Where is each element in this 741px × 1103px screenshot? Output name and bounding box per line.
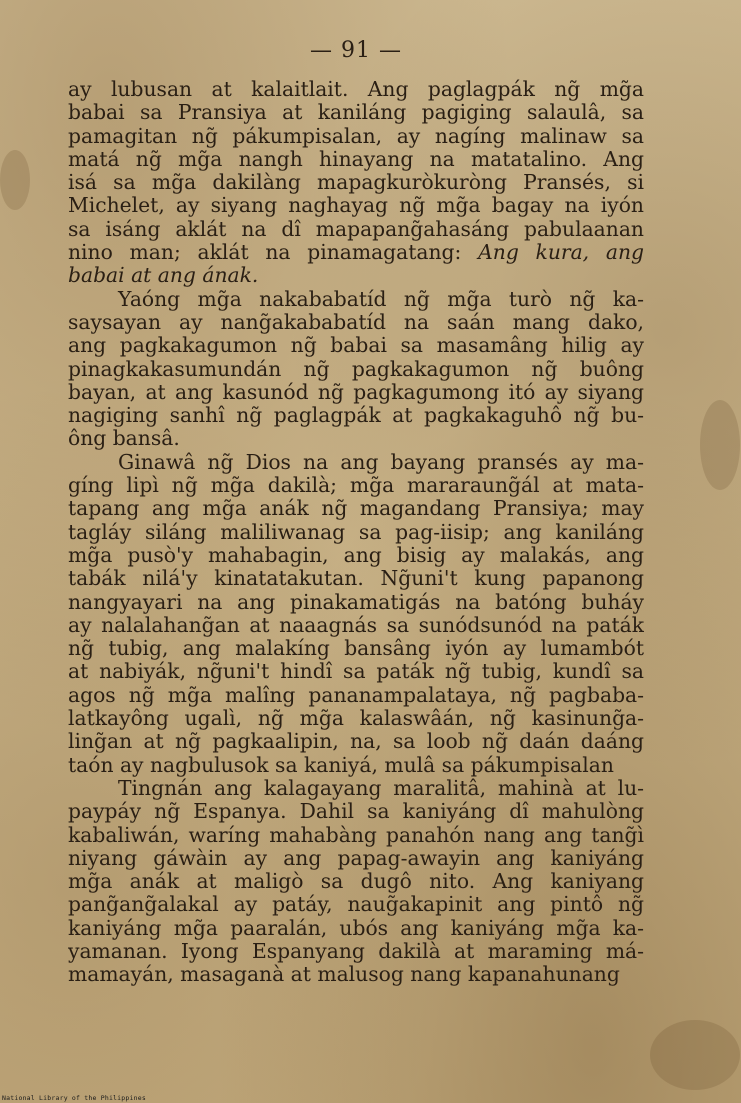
text-line: mamayán, masaganà at malusog nang kapanahunang — [68, 963, 620, 987]
text-line: tapang ang mg̃a anák ng̃ magandang Pransiya; may — [68, 497, 644, 521]
text-line: nino man; aklát na pinamagatang: Ang kura, ang — [68, 241, 644, 265]
paragraph — [68, 78, 644, 288]
text-line: matá ng̃ mg̃a nangh hinayang na matatalino. Ang — [68, 147, 644, 171]
text-line: babai sa Pransiya at kaniláng pagiging salaulâ, sa — [68, 101, 644, 125]
text-line: sa isáng aklát na dî mapapang̃ahasáng pabulaanan — [68, 217, 644, 241]
text-line: paypáy ng̃ Espanya. Dahil sa kaniyáng dî mahulòng — [68, 800, 644, 824]
text-line: at nabiyák, ng̃uni't hindî sa paták ng̃ tubig, kundî sa — [68, 660, 644, 684]
text-line: pamagitan ng̃ pákumpisalan, ay nagíng malinaw sa — [68, 124, 644, 148]
library-footer: National Library of the Philippines — [2, 1094, 146, 1102]
text-line: ay lubusan at kalaitlait. Ang paglagpák ng̃ mg̃a — [68, 78, 644, 101]
text-line: isá sa mg̃a dakilàng mapagkuròkuròng Pransés, si — [68, 171, 644, 195]
paragraph — [68, 288, 644, 451]
text-line: gíng lipì ng̃ mg̃a dakilà; mg̃a mararaung̃ál at mata- — [68, 474, 644, 498]
text-line: Tingnán ang kalagayang maralitâ, mahinà at lu- — [118, 776, 644, 800]
text-line: saysayan ay nang̃akababatíd na saán mang dako, — [68, 310, 644, 334]
text-line: yamanan. Iyong Espanyang dakilà at maraming má- — [68, 939, 644, 963]
text-line: Yaóng mg̃a nakababatíd ng̃ mg̃a turò ng̃ ka- — [118, 287, 644, 311]
page-body — [68, 36, 644, 987]
text-line: pang̃ang̃alakal ay patáy, naug̃akapinit ang pintô ng̃ — [68, 893, 644, 917]
text-line: nangyayari na ang pinakamatigás na batóng buháy — [68, 590, 644, 614]
text-line: pinagkakasumundán ng̃ pagkakagumon ng̃ buông — [68, 357, 644, 381]
text-line: agos ng̃ mg̃a malîng pananampalataya, ng̃ pagbaba- — [68, 683, 644, 707]
text-line: ng̃ tubig, ang malakíng bansâng iyón ay lumambót — [68, 637, 644, 661]
text-line: ang pagkakagumon ng̃ babai sa masamâng hilig ay — [68, 334, 644, 358]
text-line: niyang gáwàin ay ang papag-awayin ang kaniyáng — [68, 846, 644, 870]
text-line: bayan, at ang kasunód ng̃ pagkagumong itó ay siyang — [68, 380, 644, 404]
text-line: kaniyáng mg̃a paaralán, ubós ang kaniyáng mg̃a ka- — [68, 916, 644, 940]
page-text — [68, 78, 644, 987]
text-line: ling̃an at ng̃ pagkaalipin, na, sa loob ng̃ daán daáng — [68, 730, 644, 754]
text-line: nagiging sanhî ng̃ paglagpák at pagkakaguhô ng̃ bu- — [68, 404, 644, 428]
text-line: latkayông ugalì, ng̃ mg̃a kalaswâán, ng̃ kasinung̃a- — [68, 707, 644, 731]
text-line: Michelet, ay siyang naghayag ng̃ mg̃a bagay na iyón — [68, 194, 644, 218]
text-line: babai at ang ának. — [68, 264, 259, 288]
text-line: mg̃a anák at maligò sa dugô nito. Ang kaniyang — [68, 870, 644, 894]
page-number: — 91 — — [310, 38, 402, 63]
text-line: mg̃a pusò'y mahabagin, ang bisig ay malakás, ang — [68, 543, 644, 567]
text-line: Ginawâ ng̃ Dios na ang bayang pransés ay ma- — [118, 450, 644, 474]
text-line: tabák nilá'y kinatatakutan. Ng̃uni't kung papanong — [68, 567, 644, 591]
text-line: kabaliwán, waríng mahabàng panahón nang ang tang̃ì — [68, 823, 644, 847]
text-line: tagláy siláng maliliwanag sa pag-iisip; ang kaniláng — [68, 520, 644, 544]
text-line: taón ay nagbulusok sa kaniyá, mulâ sa pákumpisalan — [68, 753, 614, 777]
paragraph — [68, 451, 644, 777]
paragraph — [68, 777, 644, 987]
text-line: ay nalalahang̃an at naaagnás sa sunódsunód na paták — [68, 613, 644, 637]
text-line: ông bansâ. — [68, 427, 180, 451]
